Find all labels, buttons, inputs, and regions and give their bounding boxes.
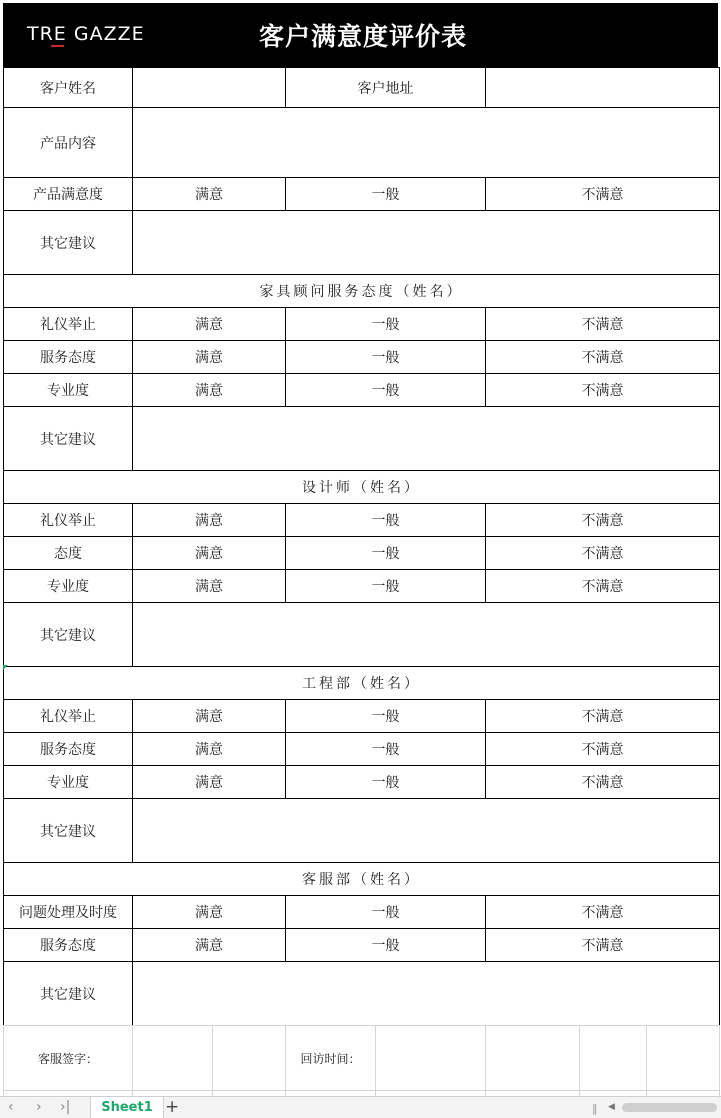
- cell-suggestion-value[interactable]: [133, 211, 720, 275]
- rating-unsatisfied[interactable]: 不满意: [486, 896, 720, 929]
- rating-neutral[interactable]: 一般: [286, 896, 486, 929]
- rating-neutral[interactable]: 一般: [286, 178, 486, 211]
- criterion-label[interactable]: 专业度: [4, 570, 133, 603]
- rating-neutral[interactable]: 一般: [286, 766, 486, 799]
- rating-satisfied[interactable]: 满意: [133, 178, 286, 211]
- cell-product-satisfaction-label[interactable]: 产品满意度: [4, 178, 133, 211]
- rating-satisfied[interactable]: 满意: [133, 766, 286, 799]
- grid-cell[interactable]: [486, 1026, 580, 1091]
- grid-cell[interactable]: [133, 1026, 213, 1091]
- section-title[interactable]: 工程部（姓名）: [4, 667, 720, 700]
- section-title[interactable]: 家具顾问服务态度（姓名）: [4, 275, 720, 308]
- rating-neutral[interactable]: 一般: [286, 504, 486, 537]
- rating-satisfied[interactable]: 满意: [133, 896, 286, 929]
- rating-unsatisfied[interactable]: 不满意: [486, 766, 720, 799]
- cell-suggestion-label[interactable]: 其它建议: [4, 211, 133, 275]
- criterion-label[interactable]: 问题处理及时度: [4, 896, 133, 929]
- scrollbar-thumb[interactable]: [622, 1103, 717, 1112]
- cell-suggestion-value[interactable]: [133, 962, 720, 1026]
- rating-satisfied[interactable]: 满意: [133, 700, 286, 733]
- rating-satisfied[interactable]: 满意: [133, 504, 286, 537]
- cell-suggestion-label[interactable]: 其它建议: [4, 799, 133, 863]
- criterion-label[interactable]: 服务态度: [4, 341, 133, 374]
- next-sheet-icon[interactable]: ›: [36, 1099, 42, 1115]
- horizontal-scrollbar[interactable]: [592, 1099, 721, 1116]
- rating-neutral[interactable]: 一般: [286, 537, 486, 570]
- cell-customer-address-value[interactable]: [486, 68, 720, 108]
- criterion-label[interactable]: 服务态度: [4, 929, 133, 962]
- cell-signature-label[interactable]: 客服签字：: [4, 1026, 133, 1091]
- add-sheet-icon[interactable]: +: [165, 1097, 180, 1117]
- rating-satisfied[interactable]: 满意: [133, 308, 286, 341]
- sheet-tab-bar: [0, 1096, 721, 1118]
- rating-unsatisfied[interactable]: 不满意: [486, 537, 720, 570]
- cell-suggestion-value[interactable]: [133, 799, 720, 863]
- cell-suggestion-label[interactable]: 其它建议: [4, 962, 133, 1026]
- rating-satisfied[interactable]: 满意: [133, 537, 286, 570]
- rating-satisfied[interactable]: 满意: [133, 570, 286, 603]
- cell-revisit-label[interactable]: 回访时间：: [286, 1026, 376, 1091]
- rating-unsatisfied[interactable]: 不满意: [486, 308, 720, 341]
- rating-satisfied[interactable]: 满意: [133, 341, 286, 374]
- rating-neutral[interactable]: 一般: [286, 700, 486, 733]
- criterion-label[interactable]: 服务态度: [4, 733, 133, 766]
- first-sheet-icon[interactable]: ‹: [8, 1099, 14, 1115]
- grid-cell[interactable]: [580, 1026, 647, 1091]
- cell-product-label[interactable]: 产品内容: [4, 108, 133, 178]
- rating-unsatisfied[interactable]: 不满意: [486, 929, 720, 962]
- grid-cell[interactable]: [213, 1026, 286, 1091]
- rating-unsatisfied[interactable]: 不满意: [486, 504, 720, 537]
- section-title[interactable]: 客服部（姓名）: [4, 863, 720, 896]
- criterion-label[interactable]: 礼仪举止: [4, 504, 133, 537]
- criterion-label[interactable]: 专业度: [4, 374, 133, 407]
- cell-customer-name-value[interactable]: [133, 68, 286, 108]
- last-sheet-icon[interactable]: ›|: [60, 1099, 71, 1115]
- logo-accent: [51, 45, 64, 47]
- rating-unsatisfied[interactable]: 不满意: [486, 570, 720, 603]
- rating-unsatisfied[interactable]: 不满意: [486, 700, 720, 733]
- scroll-grip-icon[interactable]: ‖: [592, 1102, 598, 1115]
- rating-neutral[interactable]: 一般: [286, 570, 486, 603]
- signature-grid: [3, 1025, 720, 1096]
- rating-unsatisfied[interactable]: 不满意: [486, 341, 720, 374]
- rating-neutral[interactable]: 一般: [286, 341, 486, 374]
- cell-suggestion-value[interactable]: [133, 407, 720, 471]
- form-title: 客户满意度评价表: [258, 22, 467, 51]
- rating-neutral[interactable]: 一般: [286, 929, 486, 962]
- cell-customer-name-label[interactable]: 客户姓名: [4, 68, 133, 108]
- cell-suggestion-value[interactable]: [133, 603, 720, 667]
- rating-satisfied[interactable]: 满意: [133, 733, 286, 766]
- rating-unsatisfied[interactable]: 不满意: [486, 733, 720, 766]
- tab-sheet1[interactable]: Sheet1: [90, 1097, 164, 1118]
- satisfaction-form: [3, 67, 720, 1026]
- rating-satisfied[interactable]: 满意: [133, 929, 286, 962]
- cell-suggestion-label[interactable]: 其它建议: [4, 603, 133, 667]
- cell-suggestion-label[interactable]: 其它建议: [4, 407, 133, 471]
- rating-unsatisfied[interactable]: 不满意: [486, 374, 720, 407]
- rating-unsatisfied[interactable]: 不满意: [486, 178, 720, 211]
- rating-neutral[interactable]: 一般: [286, 308, 486, 341]
- criterion-label[interactable]: 专业度: [4, 766, 133, 799]
- criterion-label[interactable]: 态度: [4, 537, 133, 570]
- criterion-label[interactable]: 礼仪举止: [4, 700, 133, 733]
- rating-neutral[interactable]: 一般: [286, 374, 486, 407]
- grid-cell[interactable]: [376, 1026, 486, 1091]
- grid-cell[interactable]: [647, 1026, 720, 1091]
- rating-neutral[interactable]: 一般: [286, 733, 486, 766]
- section-title-selected[interactable]: 设计师（姓名）: [4, 471, 720, 504]
- cell-comment-marker: [3, 665, 8, 670]
- criterion-label[interactable]: 礼仪举止: [4, 308, 133, 341]
- brand-logo: TRE GAZZE: [27, 23, 145, 45]
- rating-satisfied[interactable]: 满意: [133, 374, 286, 407]
- scroll-left-icon[interactable]: ◀: [608, 1102, 615, 1112]
- cell-customer-address-label[interactable]: 客户地址: [286, 68, 486, 108]
- form-header: [3, 3, 718, 67]
- cell-product-value[interactable]: [133, 108, 720, 178]
